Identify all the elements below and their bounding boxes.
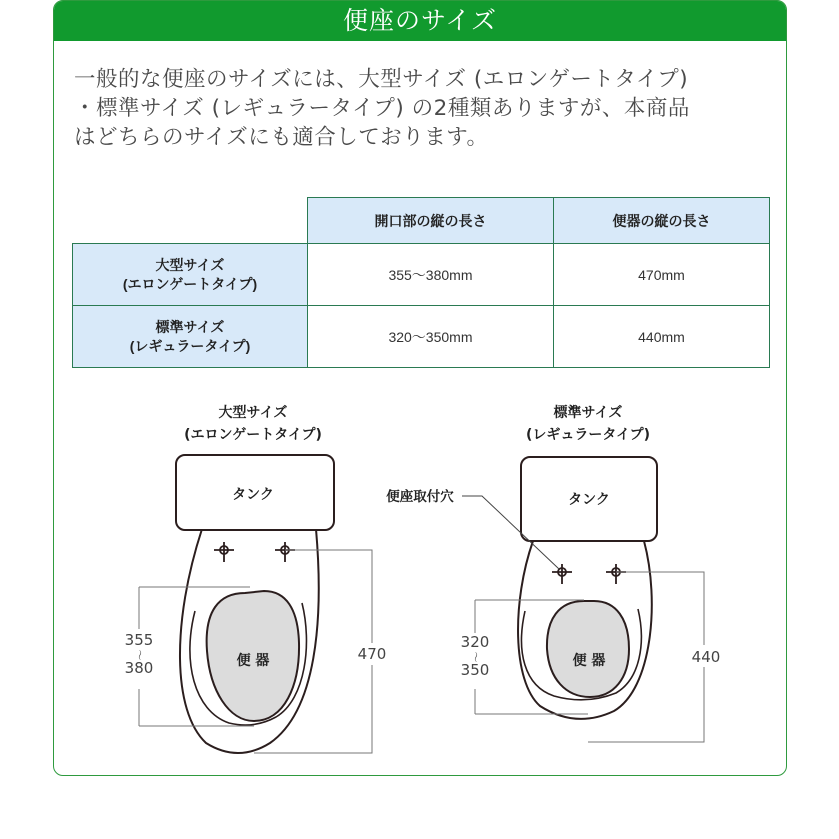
cell-length: 440mm <box>553 306 769 368</box>
large-tank-label: タンク <box>232 487 274 503</box>
table-row <box>73 244 770 306</box>
table-row <box>73 306 770 368</box>
intro-line-3: はどちらのサイズにも適合しております。 <box>74 125 489 150</box>
toilet-size-diagram <box>54 381 787 776</box>
row-subname: (レギュラータイプ) <box>129 337 251 354</box>
large-opening-min: 355 <box>124 631 154 649</box>
table-header-row <box>73 198 770 244</box>
cell-opening: 320～350mm <box>308 306 554 368</box>
standard-bowl-opening <box>547 601 629 697</box>
standard-tank-label: タンク <box>568 492 610 508</box>
seat-size-card <box>53 0 787 776</box>
row-header-large <box>73 244 308 306</box>
intro-line-2: ・標準サイズ (レギュラータイプ) の2種類ありますが、本商品 <box>74 96 690 121</box>
row-name: 大型サイズ <box>155 256 225 273</box>
large-title: 大型サイズ <box>218 405 288 421</box>
column-header-opening: 開口部の縦の長さ <box>308 198 554 244</box>
standard-length: 440 <box>691 648 721 666</box>
standard-bowl-label: 便 器 <box>572 653 606 669</box>
intro-text <box>74 65 784 152</box>
standard-title: 標準サイズ <box>553 405 623 421</box>
row-subname: (エロンゲートタイプ) <box>122 275 258 292</box>
table-corner-cell <box>73 198 308 244</box>
intro-line-1: 一般的な便座のサイズには、大型サイズ (エロンゲートタイプ) <box>74 67 689 92</box>
large-length: 470 <box>357 645 387 663</box>
row-name: 標準サイズ <box>155 318 225 335</box>
large-opening-sep: 〜 <box>133 649 146 661</box>
large-bowl-label: 便 器 <box>236 653 270 669</box>
standard-opening-min: 320 <box>460 633 490 651</box>
standard-opening-sep: 〜 <box>469 651 482 663</box>
size-table <box>72 197 770 368</box>
cell-opening: 355～380mm <box>308 244 554 306</box>
section-title: 便座のサイズ <box>54 1 786 41</box>
row-header-standard <box>73 306 308 368</box>
cell-length: 470mm <box>553 244 769 306</box>
large-toilet-figure <box>112 404 392 753</box>
mount-hole-label: 便座取付穴 <box>386 489 454 505</box>
standard-opening-max: 350 <box>460 661 490 679</box>
standard-toilet-figure <box>448 404 726 742</box>
large-opening-max: 380 <box>124 659 154 677</box>
column-header-length: 便器の縦の長さ <box>553 198 769 244</box>
large-subtitle: (エロンゲートタイプ) <box>184 427 322 443</box>
standard-subtitle: (レギュラータイプ) <box>525 427 651 443</box>
